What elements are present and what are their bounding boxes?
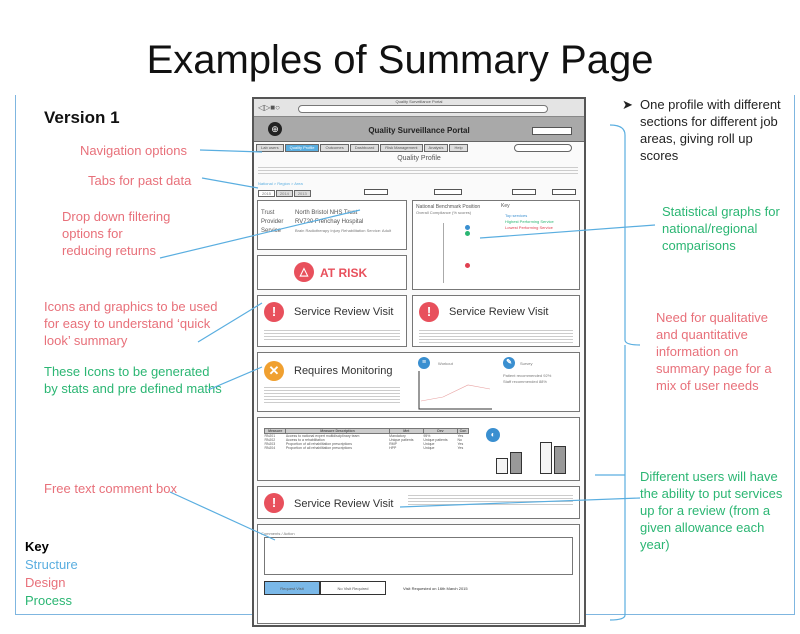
key-item: Lowest Performing Service (505, 225, 553, 230)
service-info-panel (257, 200, 407, 250)
nav-tab[interactable]: Lab users (256, 144, 284, 152)
annotation-graphs: Statistical graphs for national/regional comparisons (662, 204, 780, 253)
benchmark-panel (412, 200, 580, 290)
cell: Proportion of all rehabilitation prescriptions (285, 446, 352, 450)
data-point (465, 231, 470, 236)
filter-dropdown[interactable] (364, 189, 388, 195)
nav-tab[interactable]: Dashboard (350, 144, 380, 152)
bar (554, 446, 566, 474)
workout-line-chart (418, 371, 493, 411)
cell: Mandatory (389, 434, 406, 438)
cell: Proportion of all rehabilitation prescriptions (285, 442, 352, 446)
cell: RNJ03 (264, 442, 276, 446)
column-header: Met (389, 429, 423, 434)
review-text (419, 328, 573, 344)
review-text (264, 328, 400, 340)
column-header: Measure (265, 429, 286, 434)
key-structure: Structure (25, 557, 78, 572)
filter-dropdown[interactable] (552, 189, 576, 195)
comment-label: Comments / Action (261, 531, 295, 536)
review-title: Service Review Visit (294, 306, 394, 318)
user-dropdown[interactable] (532, 127, 572, 135)
review-text (408, 493, 573, 507)
cell: Unique patients (423, 438, 448, 442)
address-bar[interactable] (298, 105, 548, 113)
service-value: Brain Radiotherapy Injury Rehabilitation Service: Adult (295, 228, 392, 233)
alert-icon: ! (264, 302, 284, 322)
warning-triangle-icon: △ (294, 262, 314, 282)
cell: Yes (457, 434, 464, 438)
nav-tab[interactable]: Outcomes (320, 144, 348, 152)
column-header: Con (458, 429, 469, 434)
review-panel-1 (257, 295, 407, 347)
cross-icon: ✕ (264, 361, 284, 381)
cell: RNJ04 (264, 446, 276, 450)
benchmark-title: National Benchmark Position (416, 204, 481, 210)
portal-title: Quality Surveillance Portal (368, 126, 470, 135)
annotation-tabs: Tabs for past data (88, 173, 192, 188)
survey-line: Staff recommended 88% (503, 379, 547, 384)
data-point (465, 225, 470, 230)
annotation-navigation: Navigation options (80, 143, 187, 158)
cell: RNJ01 (264, 434, 276, 438)
measures-table (264, 428, 469, 450)
annotation-comment: Free text comment box (44, 481, 177, 496)
alert-icon: ! (264, 493, 284, 513)
cell: 95% (423, 434, 431, 438)
annotation-dropdown: Drop down filtering options for reducing returns (62, 209, 171, 258)
chart-axis (443, 223, 444, 283)
nav-tab[interactable]: Analysis (424, 144, 449, 152)
provider-label: Provider (261, 219, 284, 225)
search-input[interactable] (514, 144, 572, 152)
benchmark-subtitle: Overall Compliance (% scores) (416, 210, 472, 215)
nav-tabs (256, 144, 468, 152)
table-row[interactable] (265, 446, 469, 450)
slide-title: Examples of Summary Page (146, 38, 654, 82)
review-panel-2 (412, 295, 580, 347)
request-visit-button[interactable]: Request Visit (264, 581, 320, 595)
cell: HPP (389, 446, 397, 450)
cell: Yes (457, 446, 464, 450)
cell: Access to national expert multidisciplinary team (285, 434, 360, 438)
annotation-icons-generated: These Icons to be generated by stats and pre defined maths (44, 364, 222, 396)
measures-panel (257, 417, 580, 481)
provider-value: RV720 Frenchay Hospital (295, 219, 364, 225)
cell: Unique (423, 446, 435, 450)
data-point (465, 263, 470, 268)
nav-tab[interactable]: Risk Management (380, 144, 422, 152)
annotation-qualitative: Need for qualitative and quantitative information on summary page for a mix of user needs (656, 310, 772, 393)
year-tabs (258, 190, 311, 197)
annotation-icons: Icons and graphics to be used for easy to understand ‘quick look’ summary (44, 299, 218, 348)
annotation-profile: ➤ One profile with different sections for different job areas, giving roll up scores (622, 97, 781, 163)
trust-label: Trust (261, 210, 275, 216)
visit-requested-text: Visit Requested on 16th March 2015 (403, 586, 468, 591)
survey-label: Survey (520, 361, 533, 366)
year-tab[interactable]: 2013 (294, 190, 311, 197)
review-title: Service Review Visit (294, 498, 394, 510)
version-label: Version 1 (44, 108, 120, 127)
comment-panel (257, 524, 580, 624)
alert-icon: ! (419, 302, 439, 322)
portal-header (254, 117, 584, 142)
service-label: Service (261, 228, 282, 234)
breadcrumb[interactable]: National > Region > Area (258, 181, 303, 186)
bar (496, 458, 508, 474)
page-title: Quality Profile (397, 155, 441, 162)
cell: Yes (457, 442, 464, 446)
cell: Unique patients (389, 438, 414, 442)
filter-dropdown[interactable] (434, 189, 462, 195)
comment-textarea[interactable] (264, 537, 573, 575)
year-tab[interactable]: 2014 (276, 190, 293, 197)
risk-panel (257, 255, 407, 290)
bar (540, 442, 552, 474)
review-title: Service Review Visit (449, 306, 549, 318)
annotation-review: Different users will have the ability to put services up for a review (from a given allowance each year) (640, 469, 783, 552)
cell: Access to a rehabilitation (285, 438, 325, 442)
workout-icon: ≡ (418, 357, 430, 369)
key-item: Highest Performing Service (505, 219, 554, 224)
annotation-profile-text: One profile with different sections for different job areas, giving roll up scores (640, 97, 781, 163)
globe-logo-icon: ⊕ (268, 122, 282, 136)
cell: RMP (389, 442, 397, 446)
browser-toolbar (254, 99, 584, 117)
key-process: Process (25, 593, 72, 608)
nav-tab[interactable]: Help (449, 144, 467, 152)
survey-icon: ✎ (503, 357, 515, 369)
cell: RNJ02 (264, 438, 276, 442)
filter-dropdown[interactable] (512, 189, 536, 195)
workout-label: Workout (438, 361, 453, 366)
key-design: Design (25, 575, 66, 590)
monitoring-panel (257, 352, 580, 412)
nav-tab-active[interactable]: Quality Profile (285, 144, 320, 152)
key-label: Key (501, 203, 510, 209)
risk-status: AT RISK (320, 266, 368, 280)
monitoring-text (264, 385, 400, 405)
chart-icon: ◐ (486, 428, 500, 442)
review-panel-3 (257, 486, 580, 519)
year-tab[interactable]: 2015 (258, 190, 275, 197)
survey-line: Patient recommended 92% (503, 373, 552, 378)
no-visit-button[interactable]: No Visit Required (320, 581, 386, 595)
key-title: Key (25, 539, 49, 554)
column-header: Measure Description (286, 429, 389, 434)
trust-value: North Bristol NHS Trust (295, 210, 358, 216)
column-header: Dev (423, 429, 457, 434)
window-title: Quality Surveillance Portal (395, 99, 443, 104)
bar (510, 452, 522, 474)
cell: No (457, 438, 462, 442)
description-text (258, 165, 578, 175)
monitoring-title: Requires Monitoring (294, 365, 393, 377)
nav-buttons-icon[interactable]: ◁▷■○ (258, 103, 280, 112)
wireframe-window (252, 97, 586, 627)
key-item: Top services (505, 213, 528, 218)
cell: Unique (423, 442, 435, 446)
